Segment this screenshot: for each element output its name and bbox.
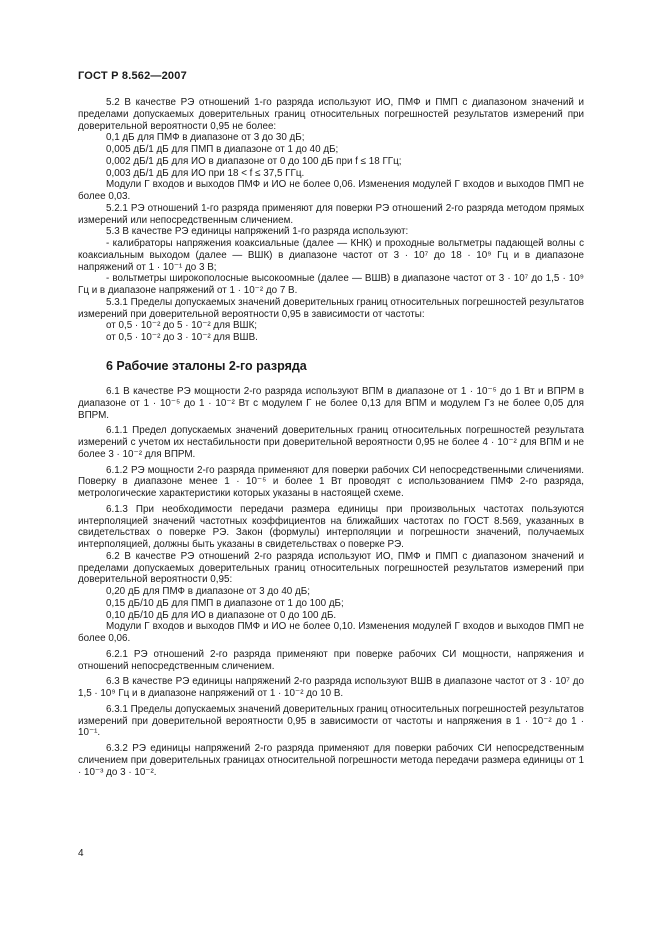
list-item: 0,1 дБ для ПМФ в диапазоне от 3 до 30 дБ; xyxy=(106,132,305,144)
paragraph-6-2-moduli: Модули Γ входов и выходов ПМФ и ИО не более 0,10. Изменения модулей Γ входов и выходов ПМП не более 0,06. xyxy=(78,621,584,644)
section-5-continued xyxy=(78,97,584,344)
paragraph-6-2-1: 6.2.1 РЭ отношений 2-го разряда применяют при поверке рабочих СИ мощности, напряжения и отношений непосредственным сличением. xyxy=(78,648,584,672)
list-item: 0,10 дБ/10 дБ для ИО в диапазоне от 0 до 100 дБ. xyxy=(106,609,337,621)
list-item: от 0,5 · 10⁻² до 3 · 10⁻² для ВШВ. xyxy=(106,332,258,343)
paragraph-5-3: 5.3 В качестве РЭ единицы напряжений 1-го разряда используют: xyxy=(106,226,409,238)
list-item: 0,003 дБ/1 дБ для ИО при 18 < f ≤ 37,5 ГГц. xyxy=(106,167,305,179)
document-header: ГОСТ Р 8.562—2007 xyxy=(78,70,187,82)
list-item: 0,005 дБ/1 дБ для ПМП в диапазоне от 1 до 40 дБ; xyxy=(106,144,339,155)
paragraph-6-3-1: 6.3.1 Пределы допускаемых значений доверительных границ относительных погрешностей результатов измерений при доверительной вероятности 0,95 в зависимости от частоты и напряжения в 1 · 10⁻² до 1 · 10⁻¹. xyxy=(78,703,584,739)
paragraph-5-2-1: 5.2.1 РЭ отношений 1-го разряда применяют для поверки РЭ отношений 2-го разряда методом прямых измерений или непосредственным сличением. xyxy=(78,202,584,226)
paragraph-5-2: 5.2 В качестве РЭ отношений 1-го разряда используют ИО, ПМФ и ПМП с диапазоном значений и пределами допускаемых доверительных границ относительных погрешностей результатов измерений при доверительной вероятности 0,95 не более: xyxy=(78,97,584,132)
paragraph-5-3-1: 5.3.1 Пределы допускаемых значений доверительных границ относительных погрешностей результатов измерений при доверительной вероятности 0,95 в зависимости от частоты: xyxy=(78,296,584,320)
paragraph-6-1: 6.1 В качестве РЭ мощности 2-го разряда используют ВПМ в диапазоне от 1 · 10⁻⁵ до 1 Вт и ВПРМ в диапазоне от 1 · 10⁻⁵ до 1 · 10⁻² Вт с модулем Γ не более 0,13 для ВПМ и модулем Γз не более 0,05 для ВПРМ. xyxy=(78,386,584,421)
page-number: 4 xyxy=(78,848,84,859)
list-item: от 0,5 · 10⁻² до 5 · 10⁻² для ВШК; xyxy=(106,320,258,332)
section-6-title: 6 Рабочие эталоны 2-го разряда xyxy=(106,359,307,373)
paragraph-5-3-knk: - калибраторы напряжения коаксиальные (далее — КНК) и проходные вольтметры падающей волны с коаксиальным выходом (далее — ВШК) в диапазоне частот от 3 · 10⁷ до 18 · 10⁹ Гц и в диапазоне напряжений от 1 · 10⁻¹ до 3 В; xyxy=(78,238,584,273)
paragraph-6-1-3: 6.1.3 При необходимости передачи размера единицы при произвольных частотах пользуются интерполяцией значений частотных коэффициентов на ближайших частотах по ГОСТ 8.569, указанных в свидетельствах о поверке РЭ. Закон (формулы) интерполяции и погрешности значений, получаемых интерполяцией, должны быть указаны в свидетельствах о поверке РЭ. xyxy=(78,503,584,550)
paragraph-6-1-1: 6.1.1 Предел допускаемых значений доверительных границ относительных погрешностей результата измерений с учетом их нестабильности при доверительной вероятности 0,95 не более 4 · 10⁻² для ВПМ и не более 3 · 10⁻² для ВПРМ. xyxy=(78,425,584,460)
list-item: 0,20 дБ для ПМФ в диапазоне от 3 до 40 дБ; xyxy=(106,586,310,597)
paragraph-6-2: 6.2 В качестве РЭ отношений 2-го разряда используют ИО, ПМФ и ПМП с диапазоном значений и пределами допускаемых доверительных границ относительных погрешностей результатов измерений при доверительной вероятности 0,95: xyxy=(78,550,584,586)
paragraph-6-1-2: 6.1.2 РЭ мощности 2-го разряда применяют для поверки рабочих СИ непосредственными сличениями. Поверку в диапазоне менее 1 · 10⁻⁵ и более 1 Вт проводят с использованием ПМФ 2-го разряда, метрологические характеристики которых указаны в настоящей схеме. xyxy=(78,464,584,499)
paragraph-5-2-moduli: Модули Γ входов и выходов ПМФ и ИО не более 0,06. Изменения модулей Γ входов и выходов ПМП не более 0,03. xyxy=(78,179,584,202)
list-item: 0,002 дБ/1 дБ для ИО в диапазоне от 0 до 100 дБ при f ≤ 18 ГГц; xyxy=(106,155,402,167)
section-6-body xyxy=(78,386,584,778)
paragraph-5-3-vshv: - вольтметры широкополосные высокоомные (далее — ВШВ) в диапазоне частот от 3 · 10⁷ до 1,5 · 10⁹ Гц и в диапазоне напряжений от 1 · 10⁻² до 7 В. xyxy=(78,273,584,296)
list-item: 0,15 дБ/10 дБ для ПМП в диапазоне от 1 до 100 дБ; xyxy=(106,597,344,609)
paragraph-6-3: 6.3 В качестве РЭ единицы напряжений 2-го разряда используют ВШВ в диапазоне частот от 3 · 10⁷ до 1,5 · 10⁹ Гц и в диапазоне напряжений от 1 · 10⁻² до 10 В. xyxy=(78,676,584,699)
paragraph-6-3-2: 6.3.2 РЭ единицы напряжений 2-го разряда применяют для поверки рабочих СИ непосредственным сличением при доверительных границах относительной погрешности метода передачи размера единицы от 1 · 10⁻³ до 3 · 10⁻². xyxy=(78,743,584,778)
